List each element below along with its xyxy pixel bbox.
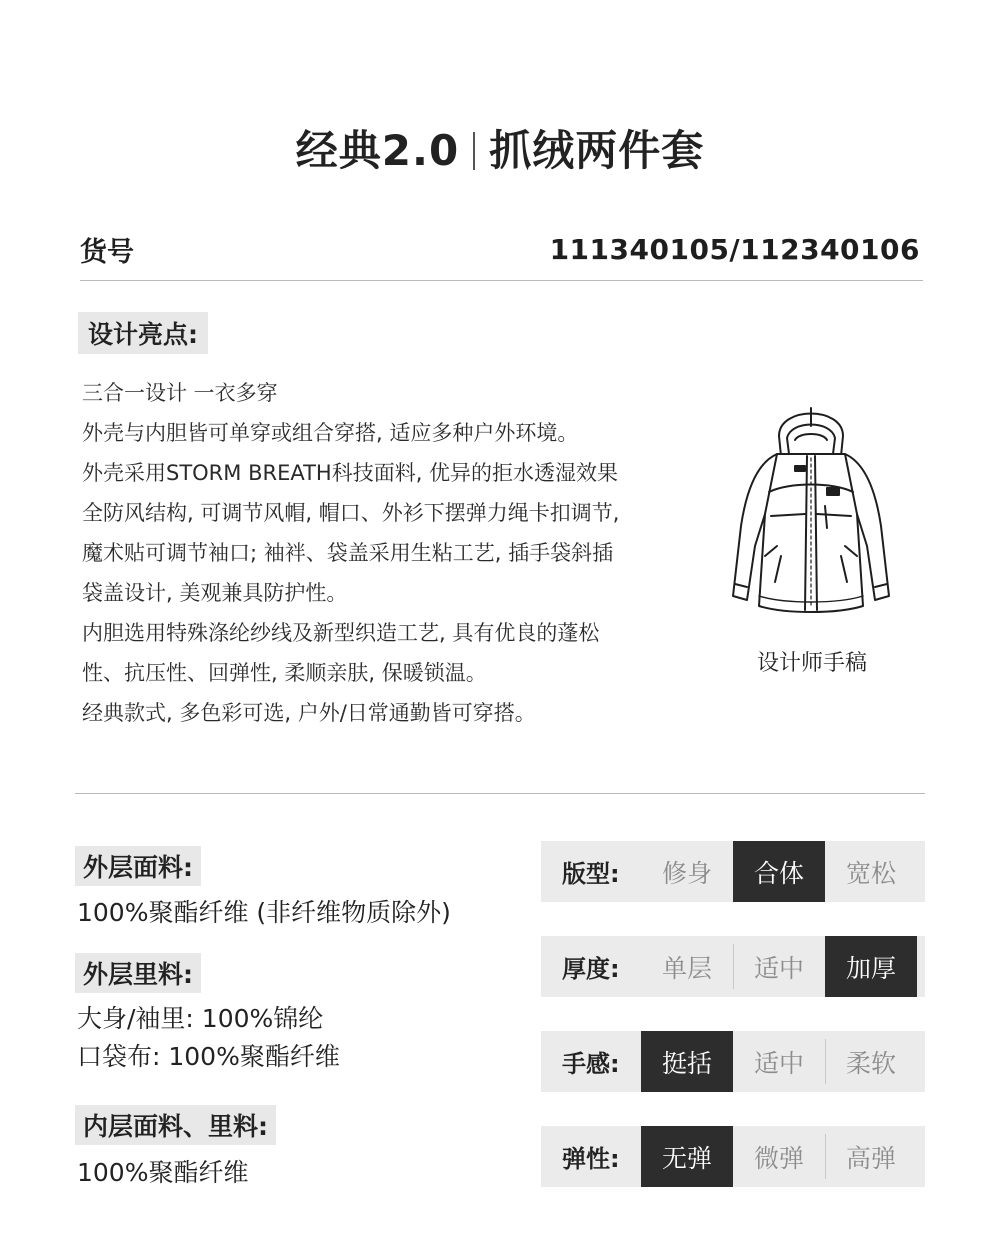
inner-material-tag: 内层面料、里料: xyxy=(75,1105,276,1145)
title-product: 抓绒两件套 xyxy=(489,126,705,175)
jacket-sketch-icon xyxy=(725,396,897,628)
spec-fit xyxy=(541,841,925,902)
divider-top xyxy=(80,280,923,281)
spec-handfeel xyxy=(541,1031,925,1092)
divider-middle xyxy=(75,793,925,794)
description-line: 外壳与内胆皆可单穿或组合穿搭, 适应多种户外环境。 xyxy=(82,421,579,445)
spec-thickness-option-thick[interactable]: 加厚 xyxy=(825,936,917,997)
outer-lining-line: 口袋布: 100%聚酯纤维 xyxy=(77,1042,340,1071)
outer-lining-line: 大身/袖里: 100%锦纶 xyxy=(77,1004,324,1033)
spec-fit-option-slim[interactable]: 修身 xyxy=(661,858,712,888)
title-separator xyxy=(473,132,475,170)
spec-handfeel-label: 手感: xyxy=(562,1050,620,1078)
outer-fabric-tag: 外层面料: xyxy=(75,846,201,886)
spec-elasticity-label: 弹性: xyxy=(562,1145,620,1173)
sku-value: 111340105/112340106 xyxy=(549,233,920,266)
description-line: 性、抗压性、回弹性, 柔顺亲肤, 保暖锁温。 xyxy=(82,661,487,685)
spec-handfeel-option-crisp[interactable]: 挺括 xyxy=(641,1031,733,1092)
spec-elasticity-option-slight[interactable]: 微弹 xyxy=(753,1143,804,1173)
outer-fabric-value: 100%聚酯纤维 (非纤维物质除外) xyxy=(77,898,451,927)
spec-thickness xyxy=(541,936,925,997)
spec-fit-option-regular[interactable]: 合体 xyxy=(733,841,825,902)
spec-thickness-label: 厚度: xyxy=(562,955,620,983)
spec-fit-label: 版型: xyxy=(562,860,620,888)
sketch-caption: 设计师手稿 xyxy=(757,651,868,676)
page-title xyxy=(0,118,1000,178)
spec-elasticity-option-high[interactable]: 高弹 xyxy=(825,1126,917,1187)
spec-thickness-option-medium[interactable]: 适中 xyxy=(733,936,825,997)
title-series: 经典2.0 xyxy=(295,126,460,175)
description-line: 内胆选用特殊涤纶纱线及新型织造工艺, 具有优良的蓬松 xyxy=(82,621,600,645)
sku-label: 货号 xyxy=(80,237,134,268)
spec-elasticity xyxy=(541,1126,925,1187)
spec-fit-option-loose[interactable]: 宽松 xyxy=(845,858,896,888)
description-line: 魔术贴可调节袖口; 袖袢、袋盖采用生粘工艺, 插手袋斜插 xyxy=(82,541,614,565)
design-highlights-tag: 设计亮点: xyxy=(78,312,208,354)
description-line: 外壳采用STORM BREATH科技面料, 优异的拒水透湿效果 xyxy=(82,461,619,485)
description-line: 三合一设计 一衣多穿 xyxy=(82,381,278,405)
description-line: 袋盖设计, 美观兼具防护性。 xyxy=(82,581,348,605)
inner-material-value: 100%聚酯纤维 xyxy=(77,1158,249,1187)
spec-handfeel-option-soft[interactable]: 柔软 xyxy=(825,1031,917,1092)
spec-elasticity-option-none[interactable]: 无弹 xyxy=(641,1126,733,1187)
description-line: 全防风结构, 可调节风帽, 帽口、外衫下摆弹力绳卡扣调节, xyxy=(82,501,620,525)
outer-lining-value xyxy=(77,1000,340,1076)
outer-lining-tag: 外层里料: xyxy=(75,953,201,993)
description-line: 经典款式, 多色彩可选, 户外/日常通勤皆可穿搭。 xyxy=(82,701,536,725)
design-description xyxy=(82,373,702,733)
spec-thickness-option-single[interactable]: 单层 xyxy=(661,953,712,983)
spec-handfeel-option-medium[interactable]: 适中 xyxy=(753,1048,804,1078)
